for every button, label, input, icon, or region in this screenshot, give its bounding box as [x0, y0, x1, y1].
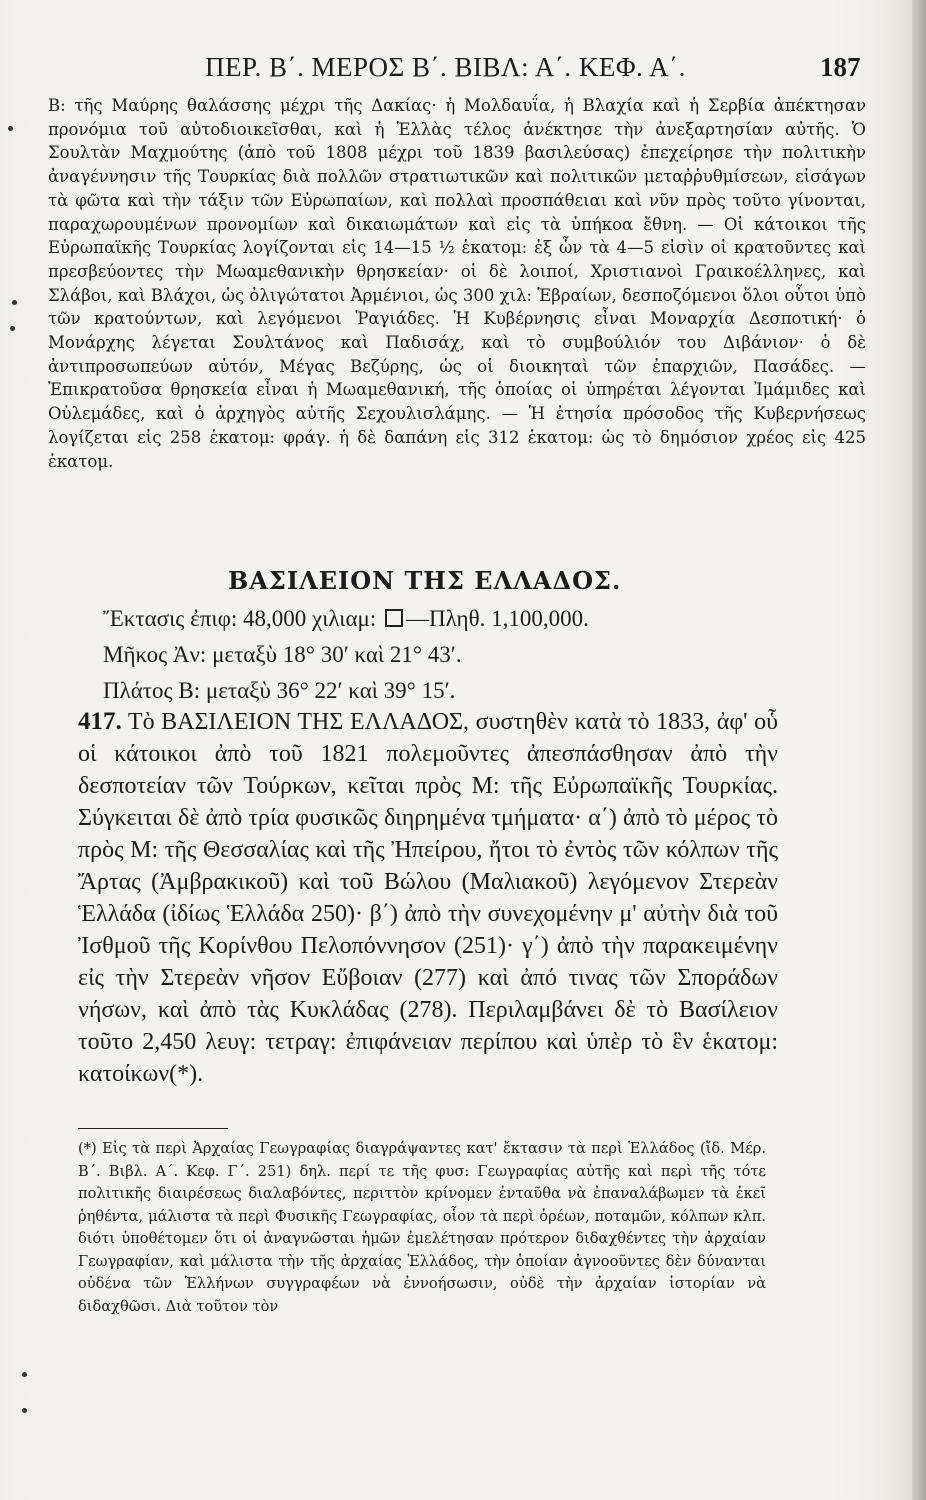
margin-mark — [22, 1408, 27, 1413]
footnote: (*) Εἰς τὰ περὶ Ἀρχαίας Γεωγραφίας διαγράψαντες κατ' ἔκτασιν τὰ περὶ Ἑλλάδος (ἴδ. Μέρ. Β΄. Βιβλ. Α΄. Κεφ. Γ΄. 251) δηλ. περί τε τῆς φυσ: Γεωγραφίας αὐτῆς καὶ περὶ τῆς τότε πολιτικῆς διαιρέσεως διαλαβόντες, περιττὸν κρίνομεν ἐνταῦθα νὰ ἐπαναλάβωμεν τὰ ἐκεῖ ῥηθέντα, μάλιστα τὰ περὶ Φυσικῆς Γεωγραφίας, οἷον τὰ περὶ ὀρέων, ποταμῶν, κόλπων κλπ. διότι ὑποθέτομεν ὅτι οἱ ἀναγνῶσται ἡμῶν ἐμελέτησαν πρότερον διδαχθέντες τὴν ἀρχαίαν Γεωγραφίαν, καὶ μάλιστα τὴν τῆς ἀρχαίας Ἑλλάδος, τὴν ὁποίαν ἀγνοοῦντες δὲν δύνανται οὐδένα τῶν Ἑλλήνων συγγραφέων νὰ ἐννοήσωσιν, οὐδὲ τὴν ἀρχαίαν ἱστορίαν νὰ διδαχθῶσι. Διὰ τοῦτον τὸν — [78, 1140, 766, 1315]
longitude-value: μεταξὺ 18° 30′ καὶ 21° 43′. — [212, 642, 462, 667]
article-text: Τὸ ΒΑΣΙΛΕΙΟΝ ΤΗΣ ΕΛΛΑΔΟΣ, συστηθὲν κατὰ τὸ 1833, ἀφ' οὗ οἱ κάτοικοι ἀπὸ τοῦ 1821 πολεμοῦντες ἀπεσπάσθησαν ἀπὸ τὴν δεσποτείαν τῶν Τούρκων, κεῖται πρὸς Μ: τῆς Εὐρωπαϊκῆς Τουρκίας. Σύγκειται δὲ ἀπὸ τρία φυσικῶς διηρημένα τμήματα· α΄) ἀπὸ τὸ μέρος τὸ πρὸς Μ: τῆς Θεσσαλίας καὶ τῆς Ἠπείρου, ἤτοι τὸ ἐντὸς τῶν κόλπων τῆς Ἄρτας (Ἀμβρακικοῦ) καὶ τοῦ Βώλου (Μαλιακοῦ) λεγόμενον Στερεὰν Ἑλλάδα (ἰδίως Ἑλλάδα 250)· β΄) ἀπὸ τὴν συνεχομένην μ' αὐτὴν διὰ τοῦ Ἰσθμοῦ τῆς Κορίνθου Πελοπόννησον (251)· γ΄) ἀπὸ τὴν παρακειμένην εἰς τὴν Στερεὰν νῆσον Εὔβοιαν (277) καὶ ἀπό τινας τῶν Σποράδων νήσων, καὶ ἀπὸ τὰς Κυκλάδας (278). Περιλαμβάνει δὲ τὸ Βασίλειον τοῦτο 2,450 λευγ: τετραγ: ἐπιφάνειαν περίπου καὶ ὑπὲρ τὸ ἓν ἑκατομ: κατοίκων(*). — [78, 709, 778, 1087]
margin-mark — [22, 1372, 27, 1377]
latitude-value: μεταξὺ 36° 22′ καὶ 39° 15′. — [205, 678, 456, 703]
area-unit: χιλιαμ: — [312, 606, 377, 631]
margin-mark — [10, 326, 15, 331]
section-title: ΒΑΣΙΛΕΙΟΝ ΤΗΣ ΕΛΛΑΔΟΣ. — [228, 566, 622, 595]
running-header: ΠΕΡ. Β΄. ΜΕΡΟΣ Β΄. ΒΙΒΛ: Α΄. ΚΕΦ. Α΄. — [205, 52, 686, 82]
longitude-label: Μῆκος Ἀν: — [103, 642, 207, 667]
page-number: 187 — [820, 52, 861, 82]
article-number: 417. — [78, 708, 122, 735]
area-value: 48,000 — [243, 606, 307, 631]
square-icon — [385, 609, 403, 627]
latitude-line — [103, 678, 455, 704]
population-value: 1,100,000. — [491, 606, 589, 631]
population-label: —Πληθ. — [405, 606, 486, 631]
page-edge — [912, 0, 926, 1500]
latitude-label: Πλάτος Β: — [103, 678, 201, 703]
margin-mark — [12, 300, 17, 305]
area-population-line — [103, 606, 589, 632]
body-paragraph: B: τῆς Μαύρης θαλάσσης μέχρι τῆς Δακίας· ἡ Μολδαυΐα, ἡ Βλαχία καὶ ἡ Σερβία ἀπέκτησαν προνόμια τοῦ αὐτοδιοικεῖσθαι, καὶ ἡ Ἑλλὰς τέλος ἀνέκτησε τὴν ἀνεξαρτησίαν αὐτῆς. Ὁ Σουλτὰν Μαχμούτης (ἀπὸ τοῦ 1808 μέχρι τοῦ 1839 βασιλεύσας) ἐπεχείρησε τὴν πολιτικὴν ἀναγέννησιν τῆς Τουρκίας διὰ πολλῶν στρατιωτικῶν καὶ πολιτικῶν μεταῤῥυθμίσεων, εἰσάγων τὰ φῶτα καὶ τὴν τάξιν τῶν Εὐρωπαίων, καὶ πολλαὶ προσπάθειαι καὶ νῦν πρὸς τοῦτο γίνονται, παραχωρουμένων προνομίων καὶ δικαιωμάτων καὶ εἰς τὰ ὑπήκοα ἔθνη. — Οἱ κάτοικοι τῆς Εὐρωπαϊκῆς Τουρκίας λογίζονται εἰς 14—15 ½ ἑκατομ: ἐξ ὧν τὰ 4—5 εἰσὶν οἱ κρατοῦντες καὶ πρεσβεύοντες τὴν Μωαμεθανικὴν θρησκείαν· οἱ δὲ λοιποί, Χριστιανοὶ Γραικοέλληνες, καὶ Σλάβοι, καὶ Βλάχοι, ὡς ὀλιγώτατοι Ἀρμένιοι, ὡς 300 χιλ: Ἑβραίων, δεσποζόμενοι ὅλοι οὗτοι ὑπὸ τῶν κρατούντων, καὶ λεγόμενοι Ῥαγιάδες. Ἡ Κυβέρνησις εἶναι Μοναρχία Δεσποτική· ὁ Μονάρχης λέγεται Σουλτάνος καὶ Παδισάχ, καὶ τὸ συμβούλιόν του Διβάνιον· ὁ δὲ ἀντιπροσωπεύων αὐτόν, Μέγας Βεζύρης, ὡς οἱ διοικηταὶ τῶν ἐπαρχιῶν, Πασάδες. — Ἐπικρατοῦσα θρησκεία εἶναι ἡ Μωαμεθανική, τῆς ὁποίας οἱ ὑπηρέται λέγονται Ἰμάμιδες καὶ Οὐλεμάδες, καὶ ὁ ἀρχηγὸς αὐτῆς Σεχουλισλάμης. — Ἡ ἐτησία πρόσοδος τῆς Κυβερνήσεως λογίζεται εἰς 258 ἑκατομ: φράγ. ἡ δὲ δαπάνη εἰς 312 ἑκατομ: ὡς τὸ δημόσιον χρέος εἰς 425 ἑκατομ. — [48, 96, 866, 471]
area-label: Ἔκτασις ἐπιφ: — [103, 606, 238, 631]
footnote-divider — [78, 1128, 228, 1129]
longitude-line — [103, 642, 462, 668]
article-paragraph — [78, 706, 778, 1090]
margin-mark — [8, 126, 13, 131]
